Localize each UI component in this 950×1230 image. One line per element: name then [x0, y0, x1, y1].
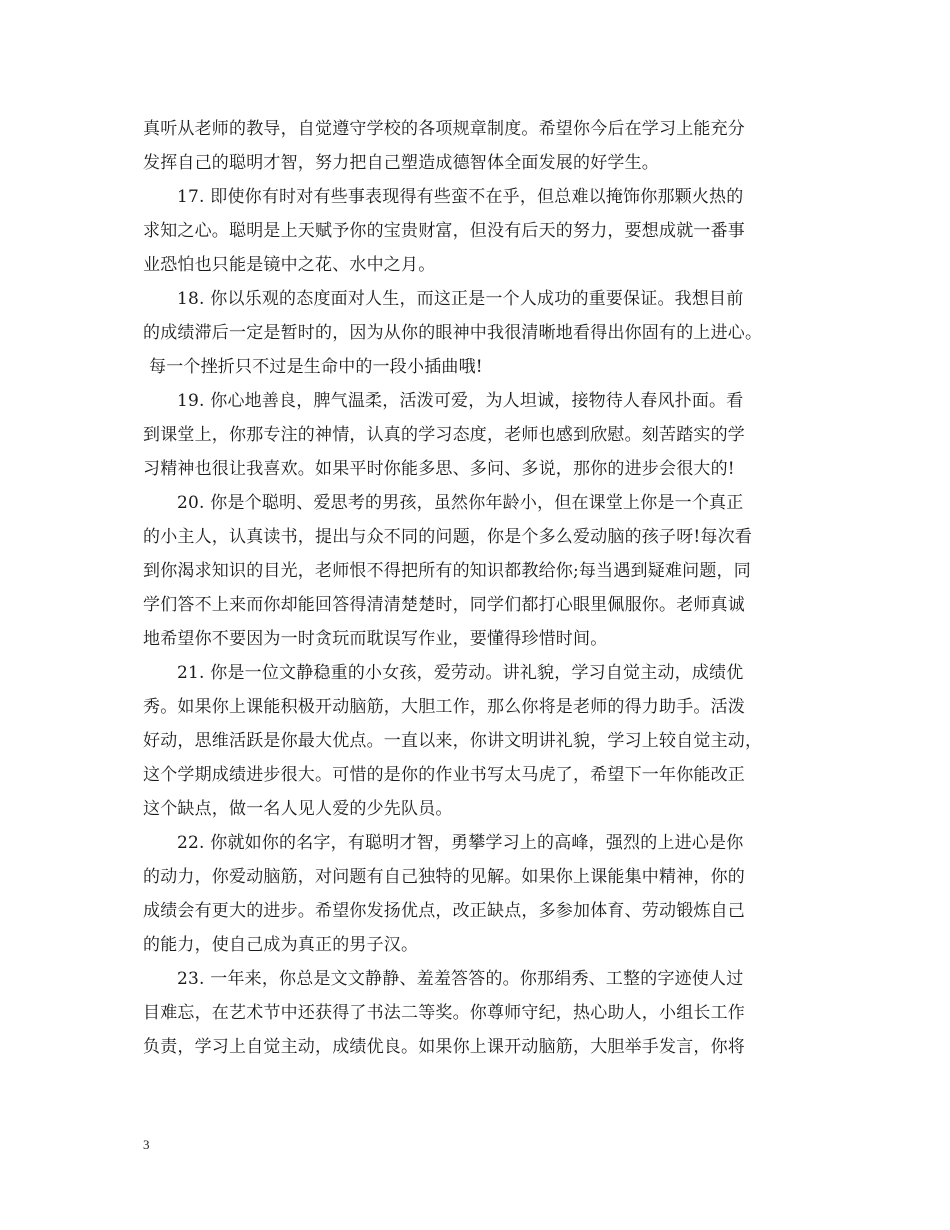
text-line: 这个缺点，做一名人见人爱的少先队员。 [143, 799, 453, 819]
paragraph-23-start: 23. 一年来，你总是文文静静、羞羞答答的。你那绢秀、工整的字迹使人过 [177, 969, 744, 989]
text-line: 发挥自己的聪明才智，努力把自己塑造成德智体全面发展的好学生。 [143, 153, 659, 173]
page-number: 3 [143, 1137, 150, 1152]
paragraph-18-start: 18. 你以乐观的态度面对人生，而这正是一个人成功的重要保证。我想目前 [177, 289, 744, 309]
text-line: 秀。如果你上课能积极开动脑筋，大胆工作，那么你将是老师的得力助手。活泼 [143, 697, 745, 717]
text-line: 好动，思维活跃是你最大优点。一直以来，你讲文明讲礼貌，学习上较自觉主动， [143, 731, 763, 751]
paragraph-19-start: 19. 你心地善良，脾气温柔，活泼可爱，为人坦诚，接物待人春风扑面。看 [177, 391, 744, 411]
text-line: 每一个挫折只不过是生命中的一段小插曲哦! [149, 357, 483, 377]
body-text [143, 112, 823, 1064]
text-line: 这个学期成绩进步很大。可惜的是你的作业书写太马虎了，希望下一年你能改正 [143, 765, 745, 785]
text-line: 目难忘，在艺术节中还获得了书法二等奖。你尊师守纪，热心助人，小组长工作 [143, 1003, 745, 1023]
text-line: 的小主人，认真读书，提出与众不同的问题，你是个多么爱动脑的孩子呀!每次看 [143, 527, 753, 547]
paragraph-17-start: 17. 即使你有时对有些事表现得有些蛮不在乎，但总难以掩饰你那颗火热的 [177, 187, 744, 207]
text-line: 的能力，使自己成为真正的男子汉。 [143, 935, 419, 955]
text-line: 求知之心。聪明是上天赋予你的宝贵财富，但没有后天的努力，要想成就一番事 [143, 221, 745, 241]
paragraph-22-start: 22. 你就如你的名字，有聪明才智，勇攀学习上的高峰，强烈的上进心是你 [177, 833, 744, 853]
text-line: 学们答不上来而你却能回答得清清楚楚时，同学们都打心眼里佩服你。老师真诚 [143, 595, 745, 615]
text-line: 到你渴求知识的目光，老师恨不得把所有的知识都教给你;每当遇到疑难问题，同 [143, 561, 751, 581]
text-line: 的成绩滞后一定是暂时的，因为从你的眼神中我很清晰地看得出你固有的上进心。 [143, 323, 763, 343]
text-line: 成绩会有更大的进步。希望你发扬优点，改正缺点，多参加体育、劳动锻炼自己 [143, 901, 745, 921]
text-line: 负责，学习上自觉主动，成绩优良。如果你上课开动脑筋，大胆举手发言，你将 [143, 1037, 745, 1057]
paragraph-21-start: 21. 你是一位文静稳重的小女孩，爱劳动。讲礼貌，学习自觉主动，成绩优 [177, 663, 744, 683]
text-line: 到课堂上，你那专注的神情，认真的学习态度，老师也感到欣慰。刻苦踏实的学 [143, 425, 745, 445]
text-line: 业恐怕也只能是镜中之花、水中之月。 [143, 255, 436, 275]
paragraph-20-start: 20. 你是个聪明、爱思考的男孩，虽然你年龄小，但在课堂上你是一个真正 [177, 493, 744, 513]
text-line: 真听从老师的教导，自觉遵守学校的各项规章制度。希望你今后在学习上能充分 [143, 119, 745, 139]
text-line: 的动力，你爱动脑筋，对问题有自己独特的见解。如果你上课能集中精神，你的 [143, 867, 745, 887]
text-line: 地希望你不要因为一时贪玩而耽误写作业，要懂得珍惜时间。 [143, 629, 608, 649]
text-line: 习精神也很让我喜欢。如果平时你能多思、多问、多说，那你的进步会很大的! [143, 459, 735, 479]
